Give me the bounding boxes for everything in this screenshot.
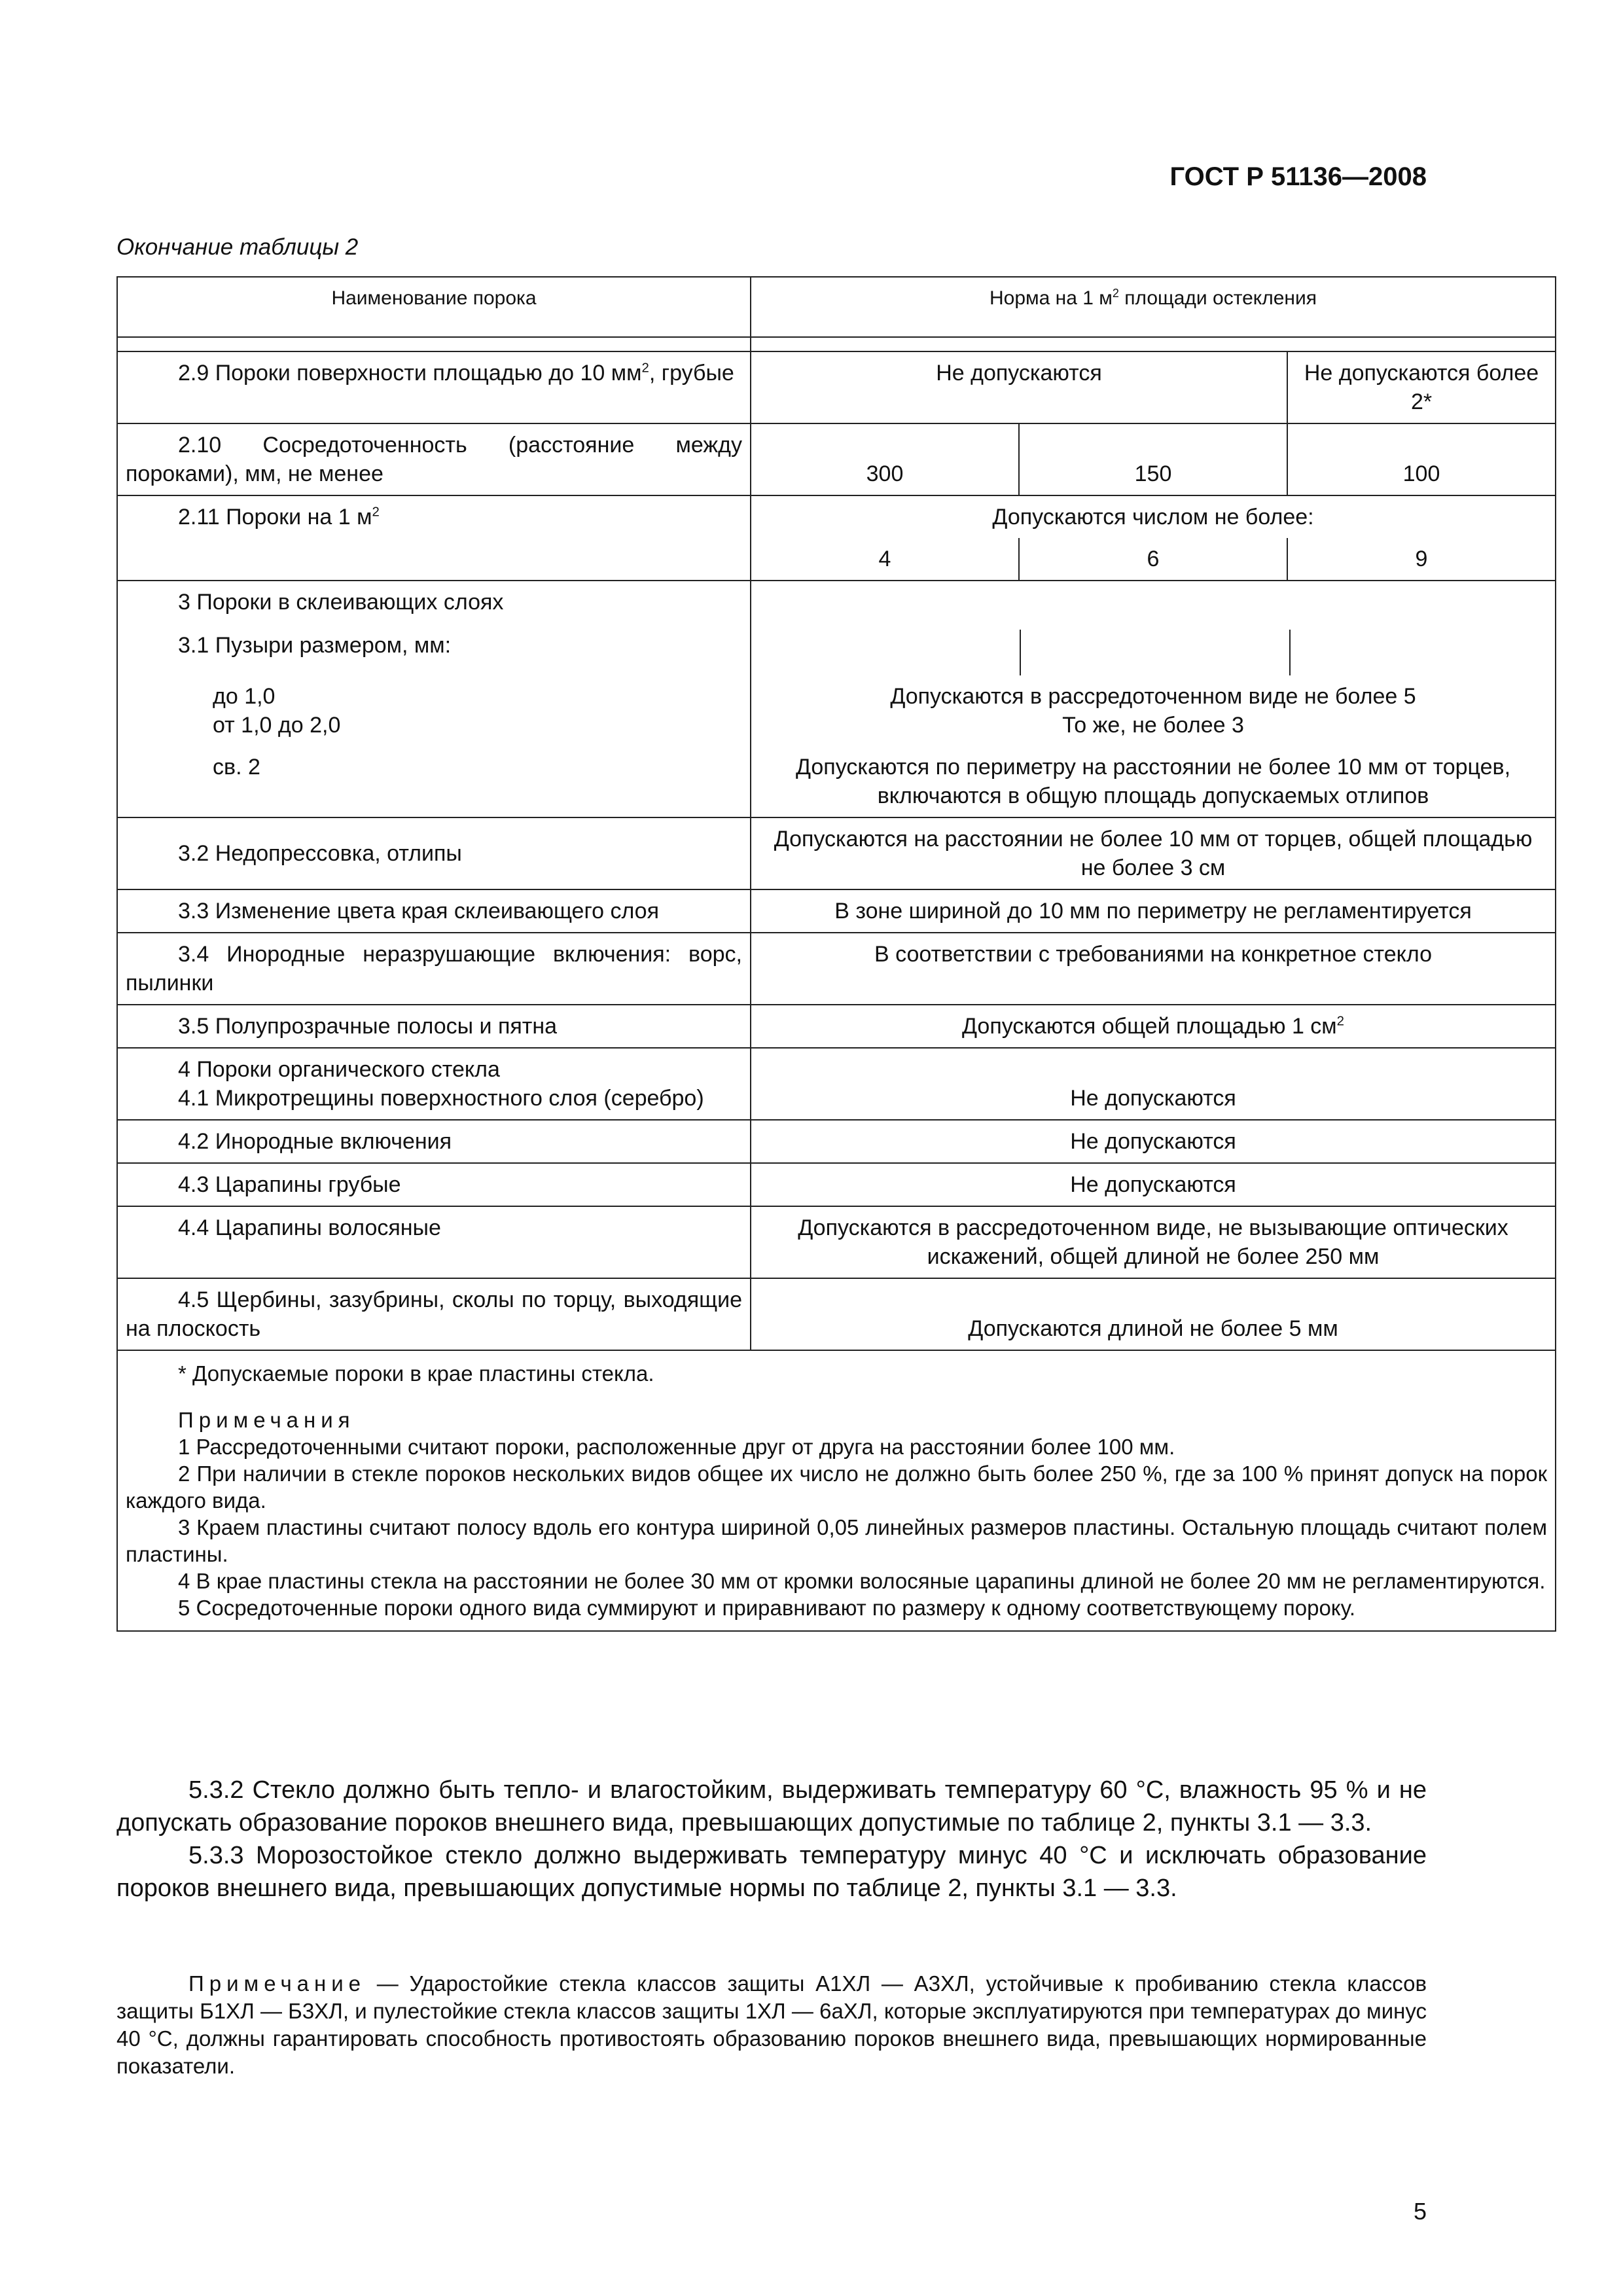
row-value: Не допускаются (751, 1048, 1556, 1120)
notes-title: Примечания (178, 1408, 355, 1432)
header-defect: Наименование порока (117, 277, 751, 337)
table-caption: Окончание таблицы 2 (116, 234, 359, 260)
row-value: Не допускаются (751, 1163, 1556, 1206)
footnote: * Допускаемые пороки в крае пластины стекла. (178, 1361, 654, 1386)
row-value: Допускаются длиной не более 5 мм (751, 1278, 1556, 1350)
row-name: 3.2 Недопрессовка, отлипы (117, 817, 751, 889)
table-row (117, 1206, 1556, 1278)
table-row (117, 1048, 1556, 1120)
table-notes-row (117, 1350, 1556, 1631)
row-value: Не допускаются (751, 1120, 1556, 1163)
row-value: В соответствии с требованиями на конкретное стекло (751, 933, 1556, 1005)
row-value: Допускаются в рассредоточенном виде не более 5 То же, не более 3 (751, 675, 1556, 746)
table-row (117, 1278, 1556, 1350)
row-name: 4.5 Щербины, зазубрины, сколы по торцу, выходящие на плоскость (117, 1278, 751, 1350)
row-name: до 1,0 от 1,0 до 2,0 (117, 675, 751, 746)
header-norm: Норма на 1 $м^2$ площади остекления (751, 277, 1556, 337)
row-name: 3 Пороки в склеивающих слоях 3.1 Пузыри размером, мм: (117, 581, 751, 675)
row-name: 2.9 Пороки поверхности площадью до 10 $мм^2$, грубые (117, 351, 751, 423)
note-text: — Ударостойкие стекла классов защиты А1ХЛ — А3ХЛ, устойчивые к пробиванию стекла классов защиты Б1ХЛ — Б3ХЛ, и пулестойкие стекла классов защиты 1ХЛ — 6аХЛ, которые эксплуатируются при температурах до минус 40 °С, должны гарантировать способность противостоять образованию пороков внешнего вида, превышающих нормированные показатели. (116, 1971, 1427, 2078)
table-row (117, 675, 1556, 746)
table-row (117, 423, 1556, 495)
row-value: Допускаются по периметру на расстоянии не более 10 мм от торцев, включаются в общую площадь допускаемых отлипов (751, 746, 1556, 817)
table-row (117, 351, 1556, 423)
row-name: 4.4 Царапины волосяные (117, 1206, 751, 1278)
row-name: 2.10 Сосредоточенность (расстояние между пороками), мм, не менее (117, 423, 751, 495)
table-row (117, 889, 1556, 933)
row-value: Не допускаются более 2* (1287, 351, 1556, 423)
note-paragraph (116, 1970, 1427, 2080)
document-id: ГОСТ Р 51136—2008 (1169, 162, 1427, 191)
row-value: 4 (751, 538, 1019, 581)
row-value: Допускаются в рассредоточенном виде, не вызывающие оптических искажений, общей длиной не более 250 мм (751, 1206, 1556, 1278)
page-number: 5 (1413, 2198, 1427, 2225)
table-row (117, 746, 1556, 817)
row-value: Допускаются общей площадью 1 $см^2$ (751, 1005, 1556, 1048)
note-item: 4 В крае пластины стекла на расстоянии не более 30 мм от кромки волосяные царапины длиной не более 20 мм не регламентируются. (178, 1569, 1546, 1593)
row-value: Допускаются числом не более: (751, 495, 1556, 538)
row-name: св. 2 (117, 746, 751, 817)
row-value (751, 581, 1556, 675)
row-value: 300 (751, 423, 1019, 495)
note-item: 3 Краем пластины считают полосу вдоль его контура шириной 0,05 линейных размеров пластины. Остальную площадь считают полем пластины. (126, 1515, 1548, 1566)
row-value: 150 (1019, 423, 1287, 495)
body-paragraphs (116, 1774, 1427, 1905)
table-row (117, 1163, 1556, 1206)
row-value: 100 (1287, 423, 1556, 495)
row-name: 4.3 Царапины грубые (117, 1163, 751, 1206)
row-value: 6 (1019, 538, 1287, 581)
defects-table (116, 276, 1556, 1632)
row-name: 3.4 Инородные неразрушающие включения: ворс, пылинки (117, 933, 751, 1005)
row-name: 3.5 Полупрозрачные полосы и пятна (117, 1005, 751, 1048)
row-value: В зоне шириной до 10 мм по периметру не регламентируется (751, 889, 1556, 933)
note-item: 2 При наличии в стекле пороков нескольких видов общее их число не должно быть более 250 %, где за 100 % принят допуск на порок каждого вида. (126, 1462, 1548, 1513)
table-row (117, 1120, 1556, 1163)
table-header-row (117, 277, 1556, 337)
table-row (117, 1005, 1556, 1048)
table-row (117, 495, 1556, 538)
row-name: 4 Пороки органического стекла 4.1 Микротрещины поверхностного слоя (серебро) (117, 1048, 751, 1120)
note-item: 1 Рассредоточенными считают пороки, расположенные друг от друга на расстоянии более 100 мм. (178, 1435, 1175, 1459)
row-name: 2.11 Пороки на 1 $м^2$ (117, 495, 751, 581)
note-item: 5 Сосредоточенные пороки одного вида суммируют и приравнивают по размеру к одному соответствующему пороку. (178, 1596, 1355, 1620)
paragraph-5-3-3: 5.3.3 Морозостойкое стекло должно выдерживать температуру минус 40 °С и исключать образование пороков внешнего вида, превышающих допустимые нормы по таблице 2, пункты 3.1 — 3.3. (116, 1842, 1427, 1902)
table-row (117, 817, 1556, 889)
table-row (117, 581, 1556, 675)
paragraph-5-3-2: 5.3.2 Стекло должно быть тепло- и влагостойким, выдерживать температуру 60 °С, влажность 95 % и не допускать образование пороков внешнего вида, превышающих допустимые по таблице 2, пункты 3.1 — 3.3. (116, 1776, 1427, 1837)
row-value: 9 (1287, 538, 1556, 581)
table-row (117, 933, 1556, 1005)
table-notes (117, 1350, 1556, 1631)
note-label: Примечание (188, 1971, 366, 1996)
row-name: 3.3 Изменение цвета края склеивающего слоя (117, 889, 751, 933)
row-value: Не допускаются (751, 351, 1287, 423)
row-value: Допускаются на расстоянии не более 10 мм от торцев, общей площадью не более 3 см (751, 817, 1556, 889)
row-name: 4.2 Инородные включения (117, 1120, 751, 1163)
